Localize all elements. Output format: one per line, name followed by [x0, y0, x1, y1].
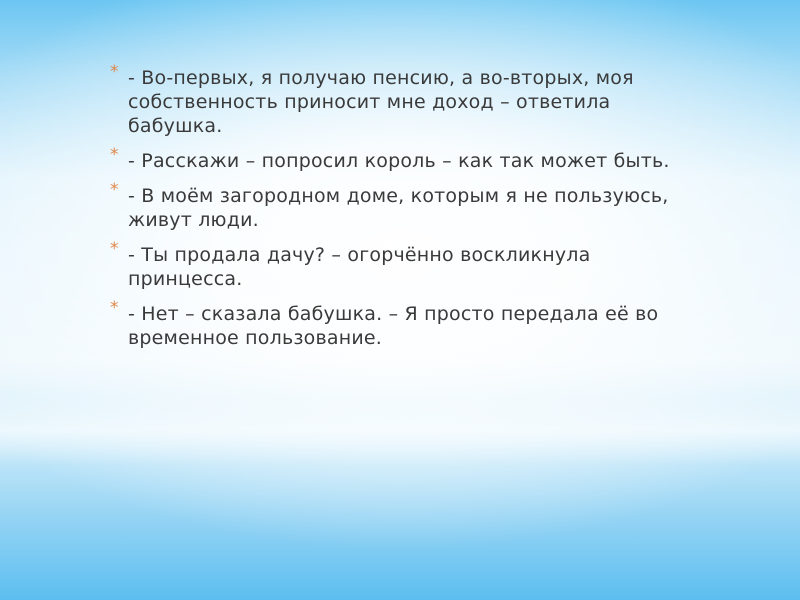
- background-glow-band: [0, 395, 800, 465]
- bullet-paragraph-2: [110, 145, 670, 173]
- paragraph-text: - Расскажи – попросил король – как так может быть.: [128, 150, 670, 172]
- asterisk-bullet-icon: *: [110, 180, 119, 200]
- bullet-paragraph-3: [110, 180, 670, 232]
- asterisk-bullet-icon: *: [110, 239, 119, 259]
- bullet-paragraph-1: [110, 62, 670, 138]
- asterisk-bullet-icon: *: [110, 62, 119, 82]
- bullet-paragraph-4: [110, 239, 670, 291]
- slide-text-body: [110, 62, 670, 361]
- bullet-paragraph-5: [110, 298, 670, 350]
- asterisk-bullet-icon: *: [110, 298, 119, 318]
- paragraph-text: - В моём загородном доме, которым я не пользуюсь, живут люди.: [128, 185, 669, 231]
- paragraph-text: - Ты продала дачу? – огорчённо воскликнула принцесса.: [128, 244, 591, 290]
- asterisk-bullet-icon: *: [110, 145, 119, 165]
- paragraph-text: - Нет – сказала бабушка. – Я просто передала её во временное пользование.: [128, 303, 659, 349]
- paragraph-text: - Во-первых, я получаю пенсию, а во-вторых, моя собственность приносит мне доход – ответила бабушка.: [128, 67, 634, 137]
